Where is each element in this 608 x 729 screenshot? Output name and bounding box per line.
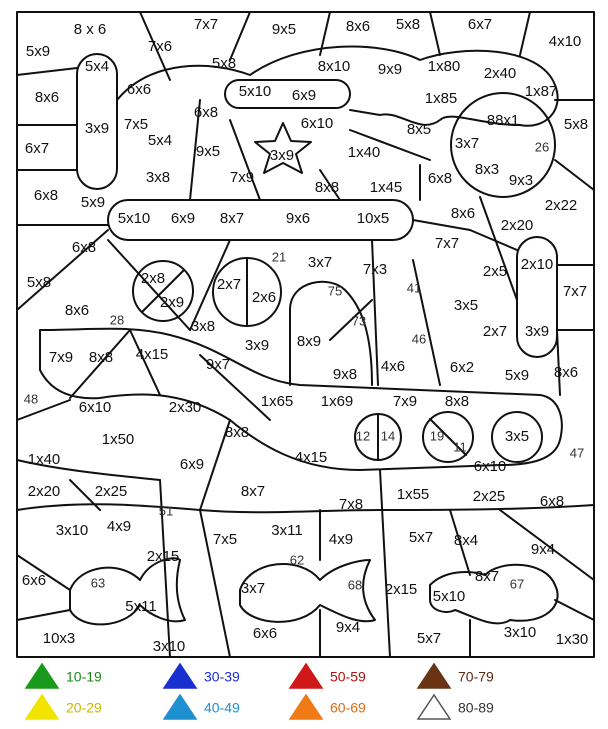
cell-label: 7x9 [392,392,418,410]
cell-label: 6x6 [126,80,152,98]
cell-label: 2x6 [251,288,277,306]
legend-item [26,664,102,688]
cell-label: 1x69 [320,392,354,410]
cell-label: 6x9 [179,455,205,473]
legend-triangle-icon [290,695,322,719]
legend-item [418,664,494,688]
cell-label: 3x10 [55,521,89,539]
cell-label: 6x8 [193,103,219,121]
cell-label: 75 [327,283,343,299]
legend-triangle-icon [26,664,58,688]
cell-label: 5x10 [238,82,272,100]
cell-label: 3x7 [307,253,333,271]
cell-label: 26 [534,139,550,155]
legend-item [290,664,366,688]
cell-label: 6x8 [427,169,453,187]
cell-label: 28 [109,312,125,328]
cell-label: 41 [406,280,422,296]
cell-label: 5x4 [147,131,173,149]
cell-label: 6x8 [539,492,565,510]
cell-label: 5x9 [80,193,106,211]
cell-label: 7x3 [362,260,388,278]
cell-label: 6x10 [78,398,112,416]
legend-range-label: 30-39 [204,668,240,685]
cell-label: 1x50 [101,430,135,448]
cell-label: 48 [23,391,39,407]
legend-item [26,695,102,719]
cell-label: 1x87 [524,82,558,100]
cell-label: 8x7 [240,482,266,500]
cell-label: 1x40 [347,143,381,161]
cell-label: 9x4 [530,540,556,558]
cell-label: 19 [429,428,445,444]
cell-label: 1x85 [424,89,458,107]
cell-label: 2x7 [482,322,508,340]
legend-triangle-icon [418,664,450,688]
legend-range-label: 70-79 [458,668,494,685]
cell-label: 7x5 [212,530,238,548]
cell-label: 2x22 [544,196,578,214]
cell-label: 4x9 [328,530,354,548]
cell-label: 8x7 [474,567,500,585]
cell-label: 1x30 [555,630,589,648]
cell-label: 3x9 [524,322,550,340]
cell-label: 10x5 [356,209,390,227]
cell-label: 5x10 [117,209,151,227]
cell-label: 6x10 [473,457,507,475]
legend-triangle-icon [290,664,322,688]
cell-label: 1x45 [369,178,403,196]
cell-label: 9x4 [335,618,361,636]
cell-label: 7x9 [229,168,255,186]
cell-label: 21 [271,249,287,265]
cell-label: 2x15 [384,580,418,598]
cell-label: 2x25 [472,487,506,505]
cell-label: 6x7 [24,139,50,157]
cell-label: 9x8 [332,365,358,383]
cell-label: 8x8 [314,178,340,196]
cell-label: 7x7 [193,15,219,33]
cell-label: 2x20 [500,216,534,234]
cell-label: 8x6 [34,88,60,106]
color-legend [26,664,494,719]
cell-label: 4x6 [380,357,406,375]
legend-range-label: 40-49 [204,699,240,716]
cell-label: 11 [453,439,467,455]
cell-label: 8 x 6 [73,20,107,38]
cell-label: 2x7 [216,275,242,293]
cell-label: 68 [347,577,363,593]
cell-label: 5x9 [504,366,530,384]
cell-label: 5x9 [25,42,51,60]
cell-label: 5x8 [26,273,52,291]
legend-item [418,695,494,719]
cell-label: 2x20 [27,482,61,500]
cell-label: 6x10 [300,114,334,132]
cell-labels [22,16,588,655]
legend-item [290,695,366,719]
cell-label: 3x10 [152,637,186,655]
cell-label: 6x8 [33,186,59,204]
cell-label: 3x9 [84,119,110,137]
cell-label: 2x30 [168,398,202,416]
cell-label: 3x5 [453,296,479,314]
cell-label: 4x10 [548,32,582,50]
legend-triangle-icon [164,695,196,719]
cell-label: 8x5 [406,120,432,138]
cell-label: 4x15 [294,448,328,466]
cell-label: 1x80 [427,57,461,75]
cell-label: 3x9 [269,146,295,164]
cell-label: 3x7 [454,134,480,152]
cell-label: 3x7 [240,579,266,597]
cell-label: 9x5 [271,20,297,38]
cell-label: 6x6 [21,571,47,589]
cell-label: 2x9 [159,293,185,311]
cell-label: 7x8 [338,495,364,513]
legend-range-label: 50-59 [330,668,366,685]
cell-label: 7x9 [48,348,74,366]
legend-item [164,664,240,688]
cell-label: 88x1 [486,111,520,129]
cell-label: 6x7 [467,15,493,33]
cell-label: 63 [90,575,106,591]
cell-label: 9x9 [377,60,403,78]
legend-range-label: 10-19 [66,668,102,685]
legend-range-label: 20-29 [66,699,102,716]
cell-label: 2x8 [140,269,166,287]
cell-label: 7x7 [434,234,460,252]
cell-label: 47 [569,445,585,461]
cell-label: 8x9 [296,332,322,350]
cell-label: 73 [351,313,367,329]
cell-label: 5x4 [84,57,110,75]
cell-label: 8x6 [450,204,476,222]
cell-label: 8x10 [317,57,351,75]
cell-label: 1x40 [27,450,61,468]
cell-label: 2x25 [94,482,128,500]
legend-triangle-icon [26,695,58,719]
cell-label: 9x6 [285,209,311,227]
cell-label: 5x8 [563,115,589,133]
cell-label: 6x6 [252,624,278,642]
cell-label: 9x3 [508,171,534,189]
cell-label: 1x55 [396,485,430,503]
cell-label: 3x8 [190,317,216,335]
cell-label: 12 [355,428,371,444]
cell-label: 5x11 [125,597,157,615]
cell-label: 8x8 [444,392,470,410]
cell-label: 2x10 [520,255,554,273]
cell-label: 67 [509,576,525,592]
legend-range-label: 60-69 [330,699,366,716]
cell-label: 14 [380,428,396,444]
cell-label: 2x15 [146,547,180,565]
cell-label: 8x8 [88,348,114,366]
cell-label: 6x9 [291,86,317,104]
cell-label: 5x10 [432,587,466,605]
cell-label: 8x3 [474,160,500,178]
cell-label: 10x3 [42,629,76,647]
cell-label: 46 [411,331,427,347]
cell-label: 6x2 [449,358,475,376]
cell-label: 9x5 [195,142,221,160]
cell-label: 6x8 [71,238,97,256]
cell-label: 62 [289,552,305,568]
cell-label: 7x7 [562,282,588,300]
cell-label: 5x7 [416,629,442,647]
cell-label: 1x65 [260,392,294,410]
legend-triangle-icon [164,664,196,688]
cell-label: 2x40 [483,64,517,82]
cell-label: 5x8 [395,15,421,33]
cell-label: 3x11 [271,521,303,539]
cell-label: 8x6 [553,363,579,381]
cell-label: 4x15 [135,345,169,363]
cell-label: 3x5 [504,427,530,445]
cell-label: 4x9 [106,517,132,535]
cell-label: 6x9 [170,209,196,227]
cell-label: 8x6 [64,301,90,319]
cell-label: 3x8 [145,168,171,186]
cell-label: 2x5 [482,262,508,280]
legend-item [164,695,240,719]
cell-label: 5x8 [211,54,237,72]
cell-label: 7x5 [123,115,149,133]
cell-label: 9x7 [205,355,231,373]
legend-triangle-icon [418,695,450,719]
cell-label: 8x4 [453,531,479,549]
cell-label: 8x8 [224,423,250,441]
cell-label: 3x9 [244,336,270,354]
cell-label: 51 [158,503,174,519]
cell-label: 7x6 [147,37,173,55]
cell-label: 8x6 [345,17,371,35]
cell-label: 3x10 [503,623,537,641]
cell-label: 5x7 [408,528,434,546]
legend-range-label: 80-89 [458,699,494,716]
cell-label: 8x7 [219,209,245,227]
